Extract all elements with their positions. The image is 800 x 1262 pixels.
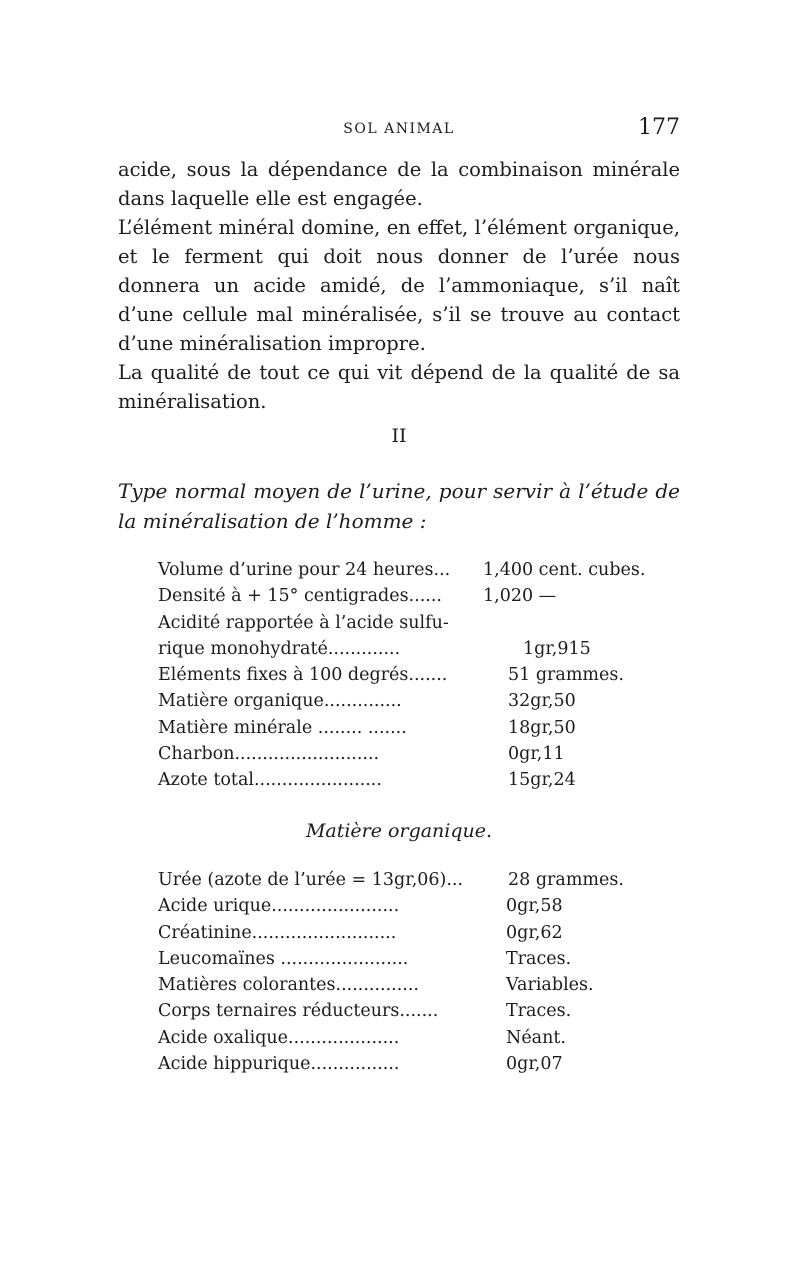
table-row bbox=[158, 1028, 658, 1054]
paragraph: acide, sous la dépendance de la combinaison minérale dans laquelle elle est engagée. bbox=[118, 158, 680, 210]
row-label: Matière organique.............. bbox=[158, 691, 402, 712]
row-value: 18gr,50 bbox=[508, 717, 576, 738]
table-row bbox=[158, 718, 658, 744]
row-label: Eléments fixes à 100 degrés....... bbox=[158, 665, 448, 686]
table-row bbox=[158, 613, 658, 639]
page-number: 177 bbox=[638, 115, 680, 140]
row-label: Urée (azote de l’urée = 13gr,06)... bbox=[158, 870, 464, 890]
row-label: Créatinine.......................... bbox=[158, 922, 397, 943]
row-value: Traces. bbox=[506, 948, 572, 969]
row-label: Matière minérale ........ ....... bbox=[158, 717, 407, 738]
row-value: 28 grammes. bbox=[508, 870, 624, 890]
row-value: 1,400 cent. cubes. bbox=[483, 560, 646, 580]
row-value: 51 grammes. bbox=[508, 665, 624, 686]
row-label: Azote total....................... bbox=[158, 770, 382, 791]
table-row bbox=[158, 639, 658, 665]
row-label: Acide hippurique................ bbox=[158, 1054, 400, 1075]
row-label: Charbon.......................... bbox=[158, 744, 380, 765]
row-value: 0gr,58 bbox=[506, 896, 563, 917]
row-value: 0gr,62 bbox=[506, 922, 563, 943]
body-text bbox=[118, 155, 680, 416]
urine-composition-table bbox=[158, 560, 658, 797]
table-row bbox=[158, 560, 658, 586]
subheading: Matière organique. bbox=[305, 820, 493, 842]
row-value: 1,020 — bbox=[483, 586, 557, 607]
row-value: Néant. bbox=[506, 1027, 566, 1048]
running-title: SOL ANIMAL bbox=[343, 121, 455, 137]
table-row bbox=[158, 691, 658, 717]
table-row bbox=[158, 1054, 658, 1080]
row-label: Corps ternaires réducteurs....... bbox=[158, 1001, 439, 1022]
page-header bbox=[118, 115, 680, 145]
table-row bbox=[158, 1001, 658, 1027]
table-row bbox=[158, 744, 658, 770]
row-value: Variables. bbox=[506, 975, 594, 996]
paragraph: L’élément minéral domine, en effet, l’élément organique, et le ferment qui doit nous donner de l’urée nous donnera un acide amidé, de l’ammoniaque, s’il naît d’une cellule mal minéralisée, s’il se trouve au contact d’une minéralisation impropre. bbox=[118, 216, 680, 355]
row-value: 0gr,11 bbox=[508, 744, 565, 765]
row-value: 15gr,24 bbox=[508, 770, 576, 791]
row-label: Acide urique....................... bbox=[158, 896, 400, 917]
table-row bbox=[158, 896, 658, 922]
paragraph: La qualité de tout ce qui vit dépend de la qualité de sa minéralisation. bbox=[118, 361, 680, 413]
table-row bbox=[158, 870, 658, 896]
row-value: 1gr,915 bbox=[523, 638, 591, 659]
row-label: Matières colorantes............... bbox=[158, 975, 419, 996]
row-label: Acidité rapportée à l’acide sulfu- bbox=[158, 612, 449, 633]
table-row bbox=[158, 586, 658, 612]
table-row bbox=[158, 665, 658, 691]
row-value: 32gr,50 bbox=[508, 691, 576, 712]
row-label: rique monohydraté............. bbox=[158, 638, 401, 659]
row-label: Volume d’urine pour 24 heures... bbox=[158, 560, 451, 580]
row-value: Traces. bbox=[506, 1001, 572, 1022]
table-row bbox=[158, 770, 658, 796]
table-row bbox=[158, 949, 658, 975]
section-caption: Type normal moyen de l’urine, pour servir à l’étude de la minéralisation de l’homme : bbox=[118, 479, 680, 533]
section-number: II bbox=[391, 425, 407, 447]
table-row bbox=[158, 975, 658, 1001]
row-label: Leucomaïnes ....................... bbox=[158, 948, 409, 969]
organic-matter-table bbox=[158, 870, 658, 1080]
row-label: Acide oxalique.................... bbox=[158, 1027, 400, 1048]
table-row bbox=[158, 923, 658, 949]
row-value: 0gr,07 bbox=[506, 1054, 563, 1075]
row-label: Densité à + 15° centigrades...... bbox=[158, 586, 442, 607]
